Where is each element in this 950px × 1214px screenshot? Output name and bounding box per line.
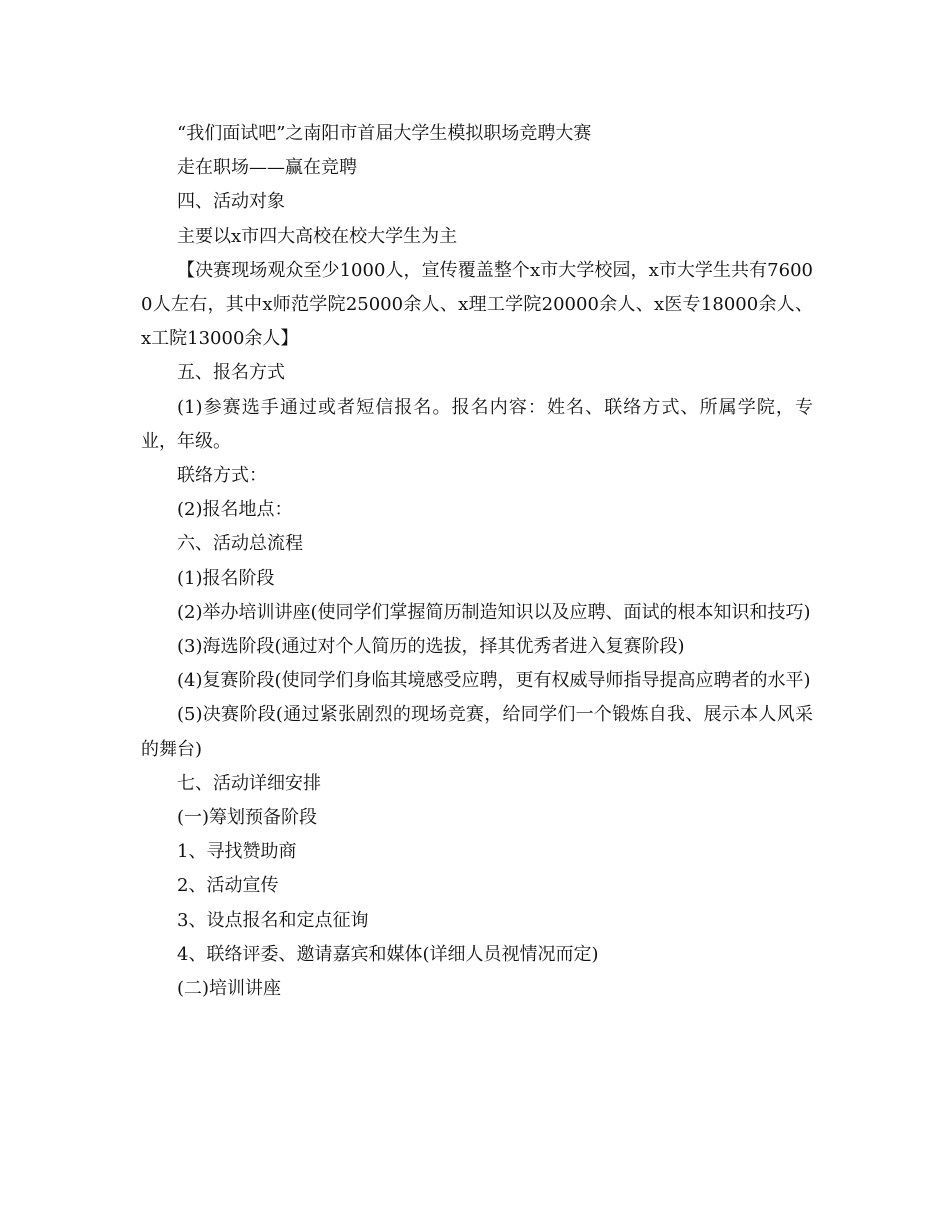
list-item-stage-4: (4)复赛阶段(使同学们身临其境感受应聘，更有权威导师指导提高应聘者的水平) xyxy=(177,670,811,692)
list-item-stage-3: (3)海选阶段(通过对个人简历的选拔，择其优秀者进入复赛阶段) xyxy=(177,636,685,658)
list-item-stage-5: (5)决赛阶段(通过紧张剧烈的现场竞赛，给同学们一个锻炼自我、展示本人风采的舞台) xyxy=(141,704,813,760)
paragraph-registration-place: (2)报名地点： xyxy=(177,499,293,521)
list-item-task-2: 2、活动宣传 xyxy=(177,875,279,897)
list-item-stage-1: (1)报名阶段 xyxy=(177,567,275,589)
event-title: “我们面试吧”之南阳市首届大学生模拟职场竞聘大赛 xyxy=(177,123,592,144)
list-item-task-4: 4、联络评委、邀请嘉宾和媒体(详细人员视情况而定) xyxy=(177,943,599,965)
list-item-task-3: 3、设点报名和定点征询 xyxy=(177,909,369,931)
list-item-stage-2: (2)举办培训讲座(使同学们掌握简历制造知识以及应聘、面试的根本知识和技巧) xyxy=(177,601,811,623)
list-item-task-1: 1、寻找赞助商 xyxy=(177,841,297,863)
event-slogan: 走在职场——赢在竞聘 xyxy=(177,157,357,179)
section-heading-6: 六、活动总流程 xyxy=(177,533,303,555)
section-heading-7: 七、活动详细安排 xyxy=(177,772,321,794)
subsection-heading-2: (二)培训讲座 xyxy=(177,978,282,1000)
document-body xyxy=(141,117,813,1006)
subsection-heading-1: (一)筹划预备阶段 xyxy=(177,807,318,829)
section-heading-5: 五、报名方式 xyxy=(177,362,285,384)
paragraph-contact: 联络方式： xyxy=(177,465,267,487)
section-heading-4: 四、活动对象 xyxy=(177,191,285,213)
paragraph-registration-method: (1)参赛选手通过或者短信报名。报名内容：姓名、联络方式、所属学院，专业，年级。 xyxy=(141,396,813,452)
paragraph-target-audience: 主要以x市四大高校在校大学生为主 xyxy=(177,225,458,247)
paragraph-audience-stats: 【决赛现场观众至少1000人，宣传覆盖整个x市大学校园，x市大学生共有76000人左右，其中x师范学院25000余人、x理工学院20000余人、x医专18000余人、x工院13000余人】 xyxy=(141,259,813,350)
